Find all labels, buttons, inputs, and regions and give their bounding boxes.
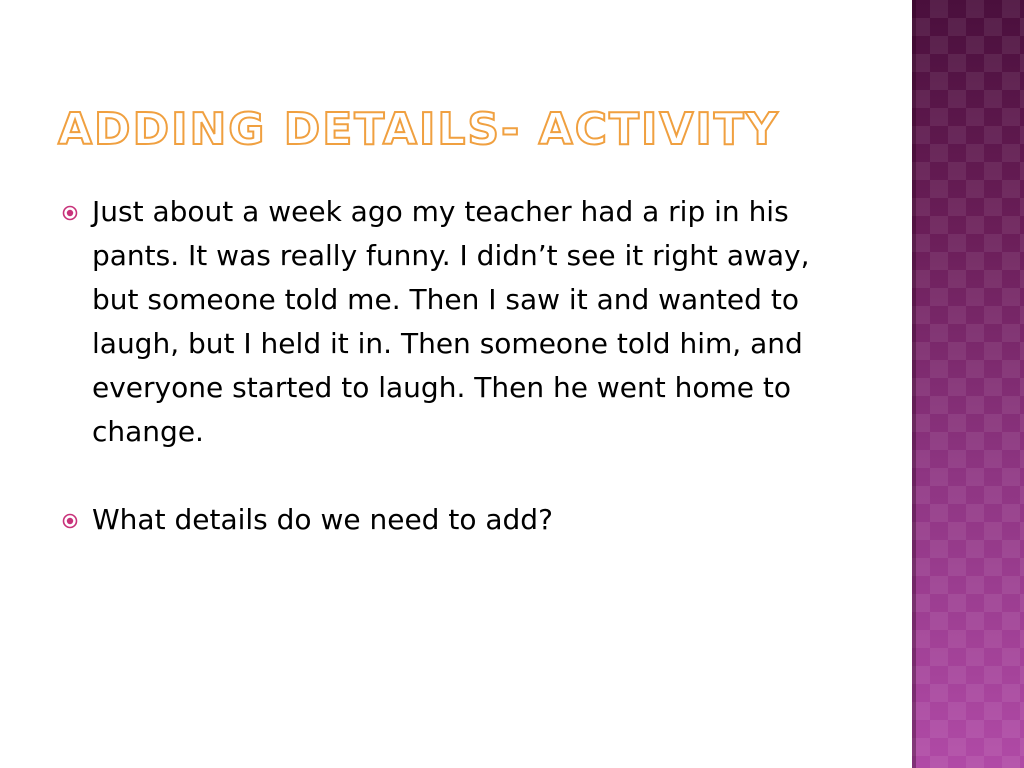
bullet-item bbox=[62, 190, 822, 454]
bullet-item bbox=[62, 498, 822, 542]
side-band-edge bbox=[912, 0, 916, 768]
diamond-pattern bbox=[912, 0, 1024, 768]
bullet-list bbox=[62, 190, 822, 542]
bullet-text: What details do we need to add? bbox=[92, 503, 553, 536]
circled-dot-icon bbox=[62, 513, 78, 529]
slide-title: ADDING DETAILS- ACTIVITY bbox=[58, 104, 780, 155]
bullet-text: Just about a week ago my teacher had a rip in his pants. It was really funny. I didn’t see it right away, but someone told me. Then I saw it and wanted to laugh, but I held it in. Then someone told him, and everyone started to laugh. Then he went home to change. bbox=[92, 195, 810, 448]
decorative-side-band bbox=[912, 0, 1024, 768]
circled-dot-icon bbox=[62, 205, 78, 221]
